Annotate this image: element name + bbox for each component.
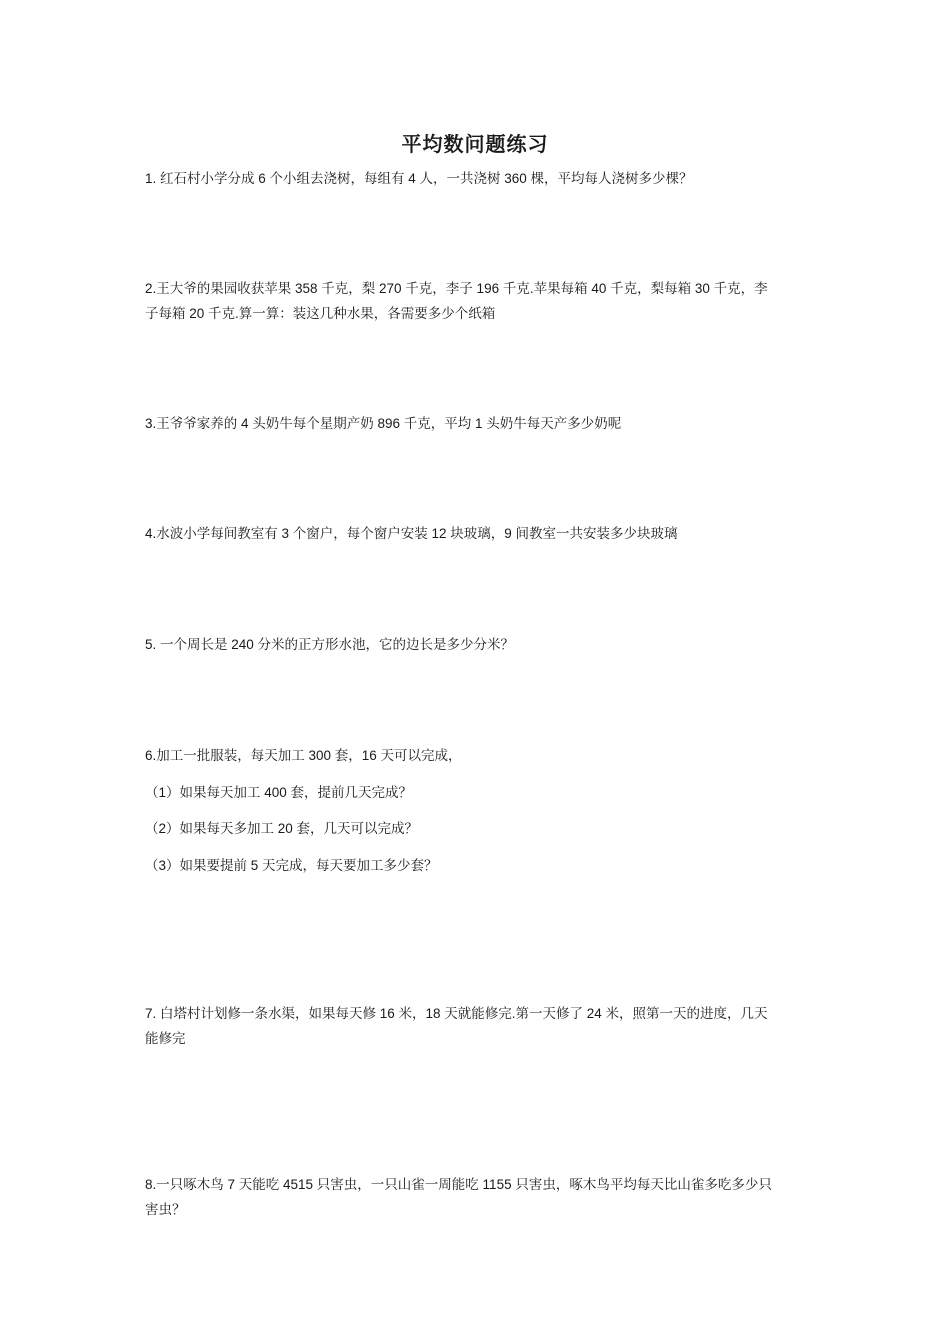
page-title: 平均数问题练习 [401, 132, 549, 156]
problem-7-line-2: 能修完 [145, 1031, 186, 1046]
problem-1 [145, 166, 807, 191]
problem-6 [145, 743, 807, 768]
problem-5 [145, 632, 807, 657]
problem-7 [145, 1001, 807, 1051]
problem-6-sub-3 [145, 853, 807, 878]
problem-6-sub-1 [145, 780, 807, 805]
problem-1-line-1: 1. 红石村小学分成 6 个小组去浇树，每组有 4 人，一共浇树 360 棵，平均每人浇树多少棵？ [145, 171, 693, 186]
problem-2 [145, 276, 807, 326]
problem-3 [145, 411, 807, 436]
problem-4 [145, 521, 807, 546]
problem-2-line-1: 2.王大爷的果园收获苹果 358 千克，梨 270 千克，李子 196 千克.苹果每箱 40 千克，梨每箱 30 千克，李 [145, 281, 768, 296]
problem-8-line-1: 8.一只啄木鸟 7 天能吃 4515 只害虫，一只山雀一周能吃 1155 只害虫，啄木鸟平均每天比山雀多吃多少只 [145, 1177, 772, 1192]
problem-8-line-2: 害虫？ [145, 1202, 186, 1217]
problem-6-sub-1-line: （1）如果每天加工 400 套，提前几天完成？ [145, 785, 413, 800]
problem-5-line-1: 5. 一个周长是 240 分米的正方形水池，它的边长是多少分米？ [145, 637, 515, 652]
problem-6-sub-2-line: （2）如果每天多加工 20 套，几天可以完成？ [145, 821, 419, 836]
problem-2-line-2: 子每箱 20 千克.算一算：装这几种水果，各需要多少个纸箱 [145, 306, 496, 321]
problem-6-line-1: 6.加工一批服装，每天加工 300 套，16 天可以完成， [145, 748, 462, 763]
problem-8 [145, 1172, 807, 1222]
problem-7-line-1: 7. 白塔村计划修一条水渠，如果每天修 16 米，18 天就能修完.第一天修了 24 米，照第一天的进度，几天 [145, 1006, 768, 1021]
problem-3-line-1: 3.王爷爷家养的 4 头奶牛每个星期产奶 896 千克，平均 1 头奶牛每天产多少奶呢 [145, 416, 622, 431]
problem-6-sub-2 [145, 816, 807, 841]
problem-6-sub-3-line: （3）如果要提前 5 天完成，每天要加工多少套？ [145, 858, 438, 873]
problem-4-line-1: 4.水波小学每间教室有 3 个窗户，每个窗户安装 12 块玻璃，9 间教室一共安装多少块玻璃 [145, 526, 678, 541]
